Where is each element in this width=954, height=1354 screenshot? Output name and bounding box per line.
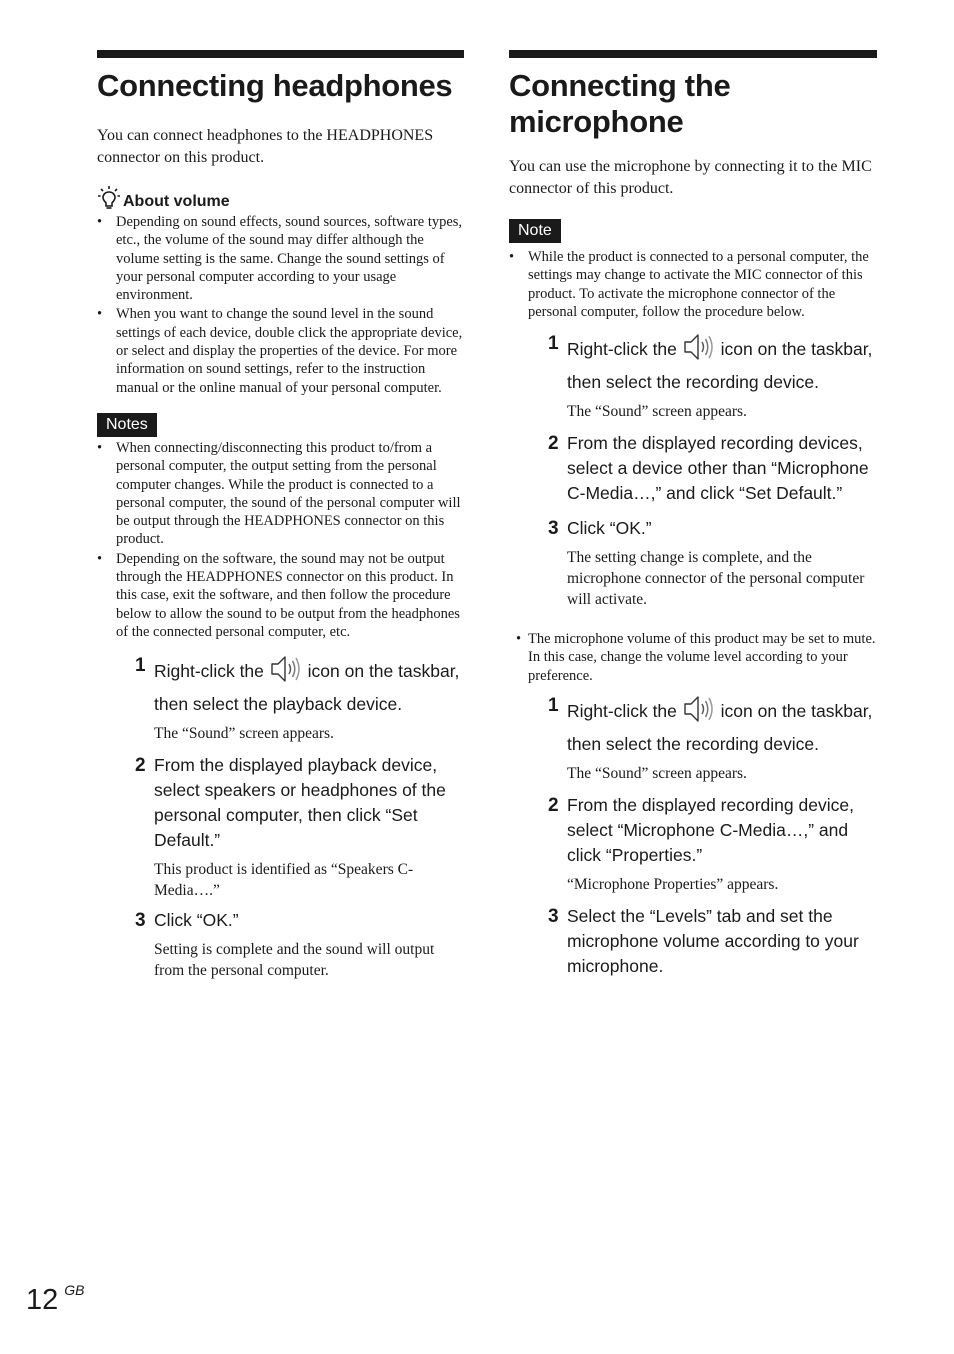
step-1: [548, 693, 877, 784]
step-result: The “Sound” screen appears.: [154, 725, 334, 743]
step-3: [548, 516, 877, 610]
speaker-icon: [683, 331, 715, 370]
page-number: 12: [26, 1284, 59, 1316]
step-result: The “Sound” screen appears.: [567, 403, 747, 421]
hint-title: About volume: [123, 193, 230, 210]
step-3: [548, 904, 877, 979]
step-number: 2: [135, 755, 146, 777]
step-text: icon on the taskbar, then select the recording device.: [567, 339, 873, 393]
step-text: Right-click the: [567, 701, 677, 722]
section-rule: [97, 50, 464, 58]
steps-list-2: [548, 693, 877, 979]
step-text: Select the “Levels” tab and set the microphone volume according to your microphone.: [567, 906, 859, 977]
language-code: GB: [64, 1282, 85, 1298]
step-2: [548, 431, 877, 506]
step-number: 2: [548, 433, 559, 455]
section-title: Connecting the microphone: [509, 68, 731, 139]
step-number: 1: [548, 333, 559, 355]
note-label: Note: [509, 219, 561, 243]
speaker-icon: [683, 693, 715, 732]
lightbulb-icon: [97, 185, 121, 211]
note-list: [509, 248, 877, 321]
notes-list: [97, 439, 464, 641]
step-text: Click “OK.”: [567, 518, 652, 539]
step-text: From the displayed recording devices, select a device other than “Microphone C-Media…,” and click “Set Default.”: [567, 433, 869, 504]
steps-list: [548, 331, 877, 610]
intro-text: You can use the microphone by connecting it to the MIC connector of this product.: [509, 158, 872, 197]
step-2: [548, 793, 877, 895]
step-result: “Microphone Properties” appears.: [567, 876, 779, 894]
list-item: • Depending on the software, the sound may not be output through the HEADPHONES connector on this product. In this case, exit the software, and then follow the procedure below to allow the sound to be output from the headphones of the connected personal computer, etc.: [97, 550, 460, 640]
hint-list: [97, 213, 464, 397]
step-number: 1: [548, 695, 559, 717]
step-3: [135, 908, 464, 981]
step-result: This product is identified as “Speakers C-Media….”: [154, 861, 414, 900]
section-rule: [509, 50, 877, 58]
step-text: From the displayed playback device, select speakers or headphones of the personal computer, then click “Set Default.”: [154, 755, 446, 851]
step-1: [548, 331, 877, 422]
step-number: 3: [135, 910, 146, 932]
step-number: 1: [135, 655, 146, 677]
steps-list: [135, 653, 464, 981]
step-text: icon on the taskbar, then select the playback device.: [154, 661, 460, 715]
step-result: The setting change is complete, and the microphone connector of the personal computer will activate.: [567, 549, 865, 609]
step-result: The “Sound” screen appears.: [567, 765, 747, 783]
step-text: Click “OK.”: [154, 910, 239, 931]
left-column: [97, 50, 464, 981]
step-1: [135, 653, 464, 744]
note-list-2: [516, 630, 877, 685]
right-column: [509, 50, 877, 979]
hint-heading: [97, 185, 464, 211]
step-result: Setting is complete and the sound will output from the personal computer.: [154, 941, 435, 980]
step-text: icon on the taskbar, then select the recording device.: [567, 701, 873, 755]
step-number: 3: [548, 518, 559, 540]
list-item: • The microphone volume of this product may be set to mute. In this case, change the volume level according to your preference.: [516, 631, 876, 684]
section-title: Connecting headphones: [97, 68, 453, 103]
list-item: • Depending on sound effects, sound sources, software types, etc., the volume of the sound may differ although the volume setting is the same. Change the sound settings of your personal computer according to your usage environment.: [97, 214, 463, 304]
notes-label: Notes: [97, 413, 157, 437]
list-item: • When you want to change the sound level in the sound settings of each device, double click the appropriate device, or select and display the properties of the device. For more information on sound settings, refer to the instruction manual or the online manual of your personal computer.: [97, 306, 463, 396]
step-text: Right-click the: [567, 339, 677, 360]
step-number: 2: [548, 795, 559, 817]
list-item: • While the product is connected to a personal computer, the settings may change to activate the MIC connector of this product. To activate the microphone connector of the personal computer, follow the procedure below.: [509, 249, 869, 320]
step-text: From the displayed recording device, select “Microphone C-Media…,” and click “Properties.”: [567, 795, 854, 866]
page-footer: [26, 1284, 85, 1317]
step-number: 3: [548, 906, 559, 928]
list-item: • When connecting/disconnecting this product to/from a personal computer, the output setting from the personal computer changes. While the product is connected to a personal computer, the sound of the personal computer will be output through the HEADPHONES connector on this product.: [97, 439, 461, 548]
intro-text: You can connect headphones to the HEADPHONES connector on this product.: [97, 127, 434, 166]
step-2: [135, 753, 464, 901]
speaker-icon: [270, 653, 302, 692]
step-text: Right-click the: [154, 661, 264, 682]
